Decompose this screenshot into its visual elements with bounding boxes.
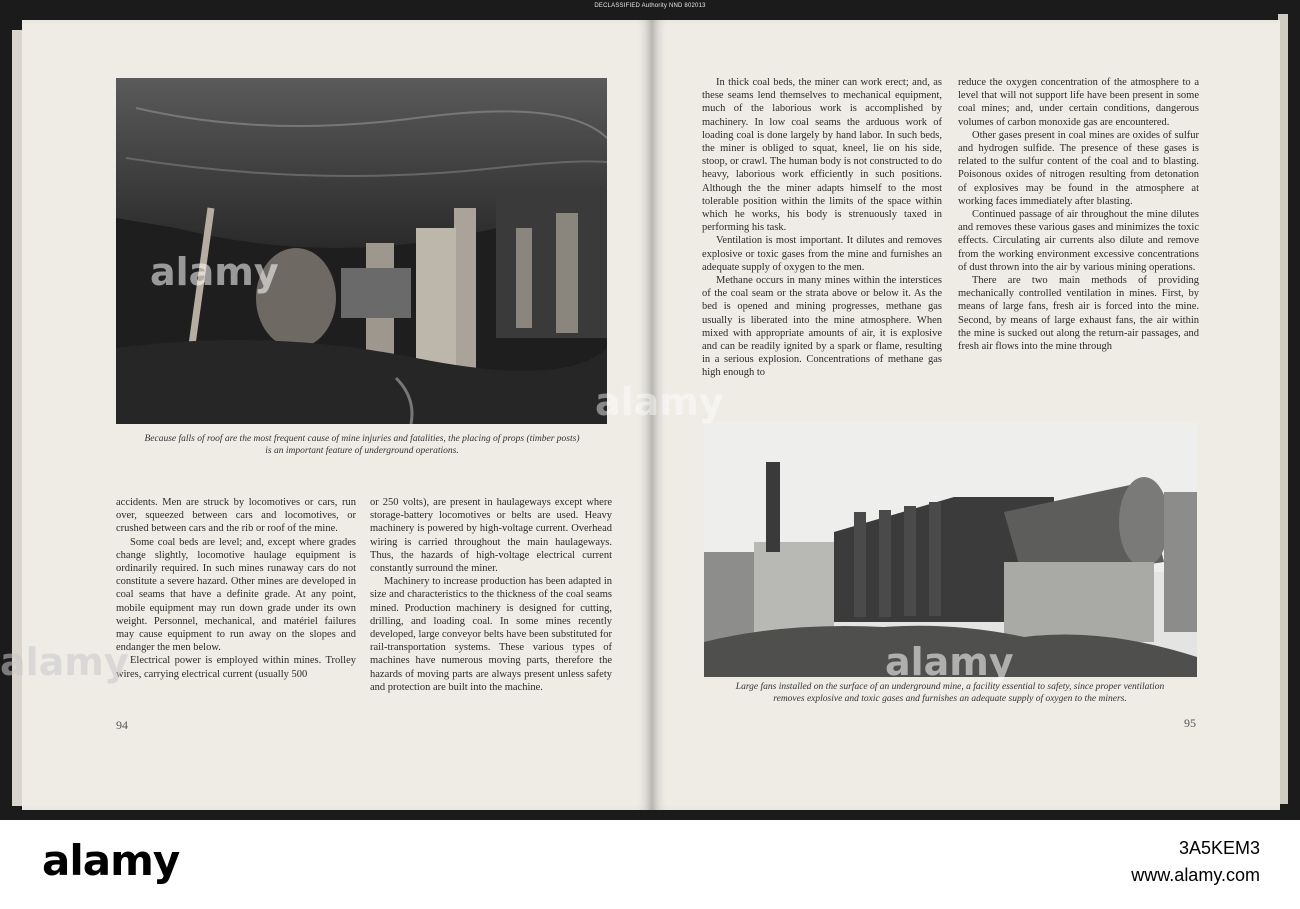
watermark: alamy (885, 640, 1014, 684)
declassified-stamp: DECLASSIFIED Authority NND 802013 (594, 3, 706, 9)
page-number-left: 94 (116, 718, 128, 732)
mine-props-photo (116, 78, 607, 424)
paragraph: Other gases present in coal mines are oxides of sulfur and hydrogen sulfide. The presence of these gases is related to the sulfur content of the coal and to blasting. Poisonous oxides of nitrogen resulting from detonation of explosives may be found in the atmosphere at working faces immediately after blasting. (958, 129, 1199, 207)
left-photo-caption (112, 433, 612, 457)
footer-bar (0, 820, 1300, 909)
paragraph: reduce the oxygen concentration of the atmosphere to a level that will not support life have been present in some coal mines; and, under certain conditions, dangerous volumes of carbon monoxide gas are encountered. (958, 77, 1199, 128)
site-url: www.alamy.com (1131, 865, 1260, 885)
paragraph: Ventilation is most important. It dilutes and removes explosive or toxic gases from the mine and furnishes an adequate supply of oxygen to the men. (702, 235, 942, 273)
mine-fans-photo (704, 422, 1197, 677)
left-column-1 (116, 496, 356, 681)
left-caption-line-1: Because falls of roof are the most frequent cause of mine injuries and fatalities, the placing of props (timber posts) (144, 434, 580, 444)
paragraph: Some coal beds are level; and, except where grades change slightly, locomotive haulage equipment is ordinarily required. In such mines runaway cars do not constitute a severe hazard. Other mines are developed in coal seams that have a definite grade. At any point, mobile equipment may run down grade under its own weight. Personnel, mechanical, and matériel failures may cause equipment to run away on the slopes and endanger the men below. (116, 536, 356, 654)
left-caption-line-2: is an important feature of underground operations. (265, 446, 459, 456)
right-photo-caption (700, 681, 1200, 705)
paragraph: Continued passage of air throughout the mine dilutes and removes these various gases and minimizes the toxic effects. Circulating air currents also dilute and remove from the working environment excessive concentrations of dust thrown into the air by various mining operations. (958, 209, 1199, 273)
paragraph: In thick coal beds, the miner can work erect; and, as these seams lend themselves to mechanical equipment, much of the laborious work is accomplished by machinery. In low coal seams the arduous work of loading coal is done largely by hand labor. In such beds, the miner is obliged to squat, kneel, lie on his side, stoop, or crawl. The human body is not constructed to do heavy, laborious work efficiently in such positions. Although the the miner adapts himself to the most tolerable position within the limits of the space within which he works, his body is strenuously taxed in performing his task. (702, 77, 942, 234)
right-column-2 (958, 76, 1199, 353)
right-caption-line-2: removes explosive and toxic gases and furnishes an adequate supply of oxygen to the miners. (773, 694, 1127, 704)
watermark: alamy (0, 640, 129, 684)
left-column-2 (370, 496, 612, 694)
paragraph: Electrical power is employed within mines. Trolley wires, carrying electrical current (usually 500 (116, 655, 356, 680)
right-caption-line-1: Large fans installed on the surface of an underground mine, a facility essential to safety, since proper ventilation (735, 682, 1165, 692)
paragraph: accidents. Men are struck by locomotives or cars, run over, squeezed between cars and locomotives, or crushed between cars and the rib or roof of the mine. (116, 497, 356, 535)
image-code: 3A5KEM3 (1178, 838, 1260, 858)
alamy-logo: alamy (42, 836, 180, 885)
paragraph: or 250 volts), are present in haulageways except where storage-battery locomotives or belts are used. Heavy machinery is powered by high-voltage current. Overhead wiring is carried throughout the main haulageways. Thus, the hazards of high-voltage electrical current constantly surround the miner. (370, 497, 612, 575)
paragraph: Machinery to increase production has been adapted in size and characteristics to the thickness of the coal seams mined. Production machinery is designed for cutting, drilling, and loading coal. In some mines recently developed, large conveyor belts have been substituted for rail-transportation systems. These various types of machines have numerous moving parts, therefore the hazards of moving parts are always present unless safety and protection are built into the machine. (370, 576, 612, 693)
paragraph: Methane occurs in many mines within the interstices of the coal seam or the strata above or below it. As the bed is opened and mining progresses, methane gas usually is liberated into the mine atmosphere. When mixed with appropriate amounts of air, it is explosive and can be readily ignited by a spark or flame, resulting in a serious explosion. Concentrations of methane gas high enough to (702, 275, 942, 379)
paragraph: There are two main methods of providing mechanically controlled ventilation in mines. First, by means of large fans, fresh air is forced into the mine. Second, by means of large exhaust fans, the air within the mine is sucked out along the return-air passages, and fresh air flows into the mine through (958, 275, 1199, 353)
watermark: alamy (150, 250, 279, 294)
page-number-right: 95 (1184, 716, 1196, 730)
right-column-1 (702, 76, 942, 380)
footer-info (1131, 838, 1260, 886)
watermark: alamy (595, 380, 724, 424)
